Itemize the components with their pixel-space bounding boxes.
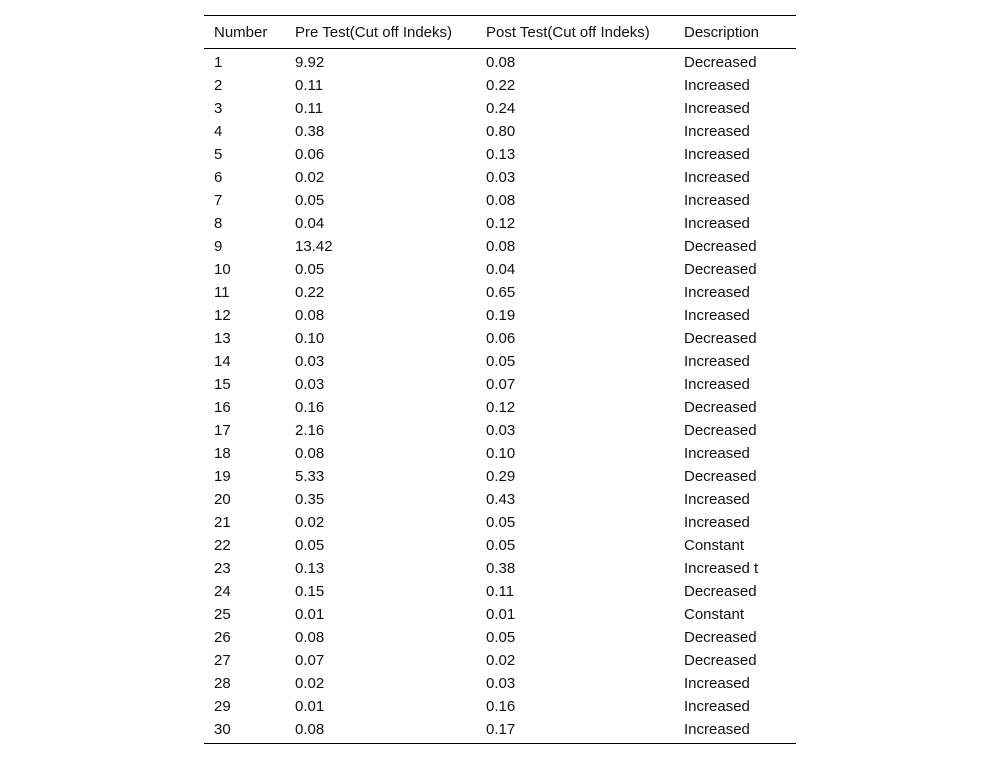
table-row xyxy=(204,97,796,120)
cell-pre-test: 0.08 xyxy=(295,445,325,462)
cell-post-test: 0.12 xyxy=(486,399,516,416)
table-row xyxy=(204,74,796,97)
cell-post-test: 0.05 xyxy=(486,629,516,646)
cell-pre-test: 13.42 xyxy=(295,238,333,255)
table-row xyxy=(204,557,796,580)
cell-post-test: 0.05 xyxy=(486,514,516,531)
cell-description: Decreased xyxy=(684,330,757,347)
cell-pre-test: 0.01 xyxy=(295,606,325,623)
cell-post-test: 0.12 xyxy=(486,215,516,232)
cell-number: 14 xyxy=(214,353,231,370)
cell-post-test: 0.03 xyxy=(486,169,516,186)
cell-post-test: 0.02 xyxy=(486,652,516,669)
table-row xyxy=(204,189,796,212)
cell-post-test: 0.03 xyxy=(486,422,516,439)
table-row xyxy=(204,235,796,258)
cell-pre-test: 0.10 xyxy=(295,330,325,347)
cell-number: 30 xyxy=(214,721,231,738)
cell-post-test: 0.24 xyxy=(486,100,516,117)
cell-number: 5 xyxy=(214,146,223,163)
cell-pre-test: 0.04 xyxy=(295,215,325,232)
table-row xyxy=(204,718,796,744)
cell-pre-test: 0.05 xyxy=(295,261,325,278)
cell-number: 11 xyxy=(214,284,230,301)
cell-number: 23 xyxy=(214,560,231,577)
cell-pre-test: 0.01 xyxy=(295,698,325,715)
cell-description: Decreased xyxy=(684,583,757,600)
cell-number: 19 xyxy=(214,468,231,485)
cell-number: 18 xyxy=(214,445,231,462)
data-table xyxy=(204,15,796,744)
cell-description: Increased xyxy=(684,307,750,324)
cell-pre-test: 0.11 xyxy=(295,100,324,117)
cell-pre-test: 0.38 xyxy=(295,123,325,140)
cell-number: 26 xyxy=(214,629,231,646)
table-row xyxy=(204,281,796,304)
cell-number: 12 xyxy=(214,307,231,324)
cell-description: Increased xyxy=(684,675,750,692)
cell-description: Increased xyxy=(684,77,750,94)
cell-post-test: 0.08 xyxy=(486,192,516,209)
cell-post-test: 0.01 xyxy=(486,606,516,623)
cell-description: Decreased xyxy=(684,399,757,416)
cell-post-test: 0.03 xyxy=(486,675,516,692)
cell-description: Increased xyxy=(684,721,750,738)
cell-post-test: 0.08 xyxy=(486,54,516,71)
cell-description: Increased xyxy=(684,100,750,117)
cell-description: Increased xyxy=(684,146,750,163)
table-header xyxy=(204,16,796,49)
cell-post-test: 0.13 xyxy=(486,146,516,163)
cell-pre-test: 0.03 xyxy=(295,353,325,370)
cell-number: 22 xyxy=(214,537,231,554)
cell-pre-test: 0.15 xyxy=(295,583,325,600)
table-row xyxy=(204,649,796,672)
table-row xyxy=(204,143,796,166)
cell-description: Increased xyxy=(684,353,750,370)
cell-post-test: 0.22 xyxy=(486,77,516,94)
cell-pre-test: 2.16 xyxy=(295,422,325,439)
cell-number: 24 xyxy=(214,583,231,600)
cell-number: 27 xyxy=(214,652,231,669)
cell-number: 3 xyxy=(214,100,223,117)
cell-post-test: 0.80 xyxy=(486,123,516,140)
cell-post-test: 0.38 xyxy=(486,560,516,577)
table-row xyxy=(204,488,796,511)
cell-post-test: 0.04 xyxy=(486,261,516,278)
cell-description: Decreased xyxy=(684,652,757,669)
cell-pre-test: 0.05 xyxy=(295,537,325,554)
table-row xyxy=(204,603,796,626)
cell-description: Decreased xyxy=(684,54,757,71)
cell-pre-test: 0.02 xyxy=(295,675,325,692)
cell-description: Decreased xyxy=(684,629,757,646)
table-row xyxy=(204,580,796,603)
cell-pre-test: 9.92 xyxy=(295,54,325,71)
cell-post-test: 0.05 xyxy=(486,537,516,554)
cell-pre-test: 0.05 xyxy=(295,192,325,209)
cell-description: Increased xyxy=(684,284,750,301)
cell-pre-test: 0.06 xyxy=(295,146,325,163)
cell-description: Increased xyxy=(684,192,750,209)
cell-number: 29 xyxy=(214,698,231,715)
cell-number: 6 xyxy=(214,169,223,186)
cell-description: Increased xyxy=(684,491,750,508)
table-body xyxy=(204,49,796,744)
table-row xyxy=(204,373,796,396)
cell-post-test: 0.11 xyxy=(486,583,515,600)
header-post-test: Post Test(Cut off Indeks) xyxy=(486,23,650,41)
cell-number: 1 xyxy=(214,54,223,71)
table-row xyxy=(204,419,796,442)
cell-description: Increased xyxy=(684,445,750,462)
cell-pre-test: 0.22 xyxy=(295,284,325,301)
cell-number: 13 xyxy=(214,330,231,347)
cell-pre-test: 5.33 xyxy=(295,468,325,485)
table-row xyxy=(204,465,796,488)
table-row xyxy=(204,304,796,327)
cell-pre-test: 0.02 xyxy=(295,514,325,531)
cell-pre-test: 0.02 xyxy=(295,169,325,186)
header-pre-test: Pre Test(Cut off Indeks) xyxy=(295,23,453,41)
header-row xyxy=(204,16,796,49)
cell-number: 9 xyxy=(214,238,223,255)
cell-pre-test: 0.08 xyxy=(295,721,325,738)
cell-number: 17 xyxy=(214,422,231,439)
table-row xyxy=(204,120,796,143)
cell-number: 8 xyxy=(214,215,223,232)
cell-post-test: 0.17 xyxy=(486,721,516,738)
table-row xyxy=(204,396,796,419)
header-number: Number xyxy=(214,23,268,41)
table-row xyxy=(204,442,796,465)
cell-description: Increased xyxy=(684,215,750,232)
table-row xyxy=(204,626,796,649)
table-row xyxy=(204,350,796,373)
cell-number: 15 xyxy=(214,376,231,393)
cell-post-test: 0.16 xyxy=(486,698,516,715)
cell-description: Increased xyxy=(684,514,750,531)
cell-number: 25 xyxy=(214,606,231,623)
cell-post-test: 0.07 xyxy=(486,376,516,393)
cell-post-test: 0.10 xyxy=(486,445,516,462)
cell-pre-test: 0.07 xyxy=(295,652,325,669)
cell-description: Increased xyxy=(684,169,750,186)
cell-pre-test: 0.16 xyxy=(295,399,325,416)
table-row xyxy=(204,695,796,718)
cell-description: Decreased xyxy=(684,422,757,439)
cell-description: Decreased xyxy=(684,261,757,278)
cell-post-test: 0.29 xyxy=(486,468,516,485)
cell-description: Decreased xyxy=(684,468,757,485)
cell-number: 28 xyxy=(214,675,231,692)
table-row xyxy=(204,49,796,75)
cell-description: Constant xyxy=(684,606,745,623)
cell-description: Constant xyxy=(684,537,745,554)
cell-number: 16 xyxy=(214,399,231,416)
cell-post-test: 0.43 xyxy=(486,491,516,508)
cell-number: 21 xyxy=(214,514,231,531)
cell-number: 2 xyxy=(214,77,223,94)
cell-description: Increased xyxy=(684,376,750,393)
table-row xyxy=(204,166,796,189)
cell-number: 4 xyxy=(214,123,223,140)
cell-number: 20 xyxy=(214,491,231,508)
table-row xyxy=(204,511,796,534)
table-row xyxy=(204,212,796,235)
cell-post-test: 0.65 xyxy=(486,284,516,301)
table-row xyxy=(204,258,796,281)
cell-pre-test: 0.35 xyxy=(295,491,325,508)
cell-post-test: 0.19 xyxy=(486,307,516,324)
cell-description: Decreased xyxy=(684,238,757,255)
cell-post-test: 0.06 xyxy=(486,330,516,347)
table-row xyxy=(204,327,796,350)
cell-number: 10 xyxy=(214,261,231,278)
header-description: Description xyxy=(684,23,760,41)
table-row xyxy=(204,672,796,695)
cell-pre-test: 0.11 xyxy=(295,77,324,94)
cell-post-test: 0.05 xyxy=(486,353,516,370)
cell-description: Increased xyxy=(684,698,750,715)
cell-pre-test: 0.08 xyxy=(295,307,325,324)
cell-pre-test: 0.03 xyxy=(295,376,325,393)
cell-description: Increased t xyxy=(684,560,759,577)
cell-description: Increased xyxy=(684,123,750,140)
cell-pre-test: 0.08 xyxy=(295,629,325,646)
cell-number: 7 xyxy=(214,192,223,209)
data-table-container xyxy=(204,15,796,744)
cell-post-test: 0.08 xyxy=(486,238,516,255)
cell-pre-test: 0.13 xyxy=(295,560,325,577)
table-row xyxy=(204,534,796,557)
